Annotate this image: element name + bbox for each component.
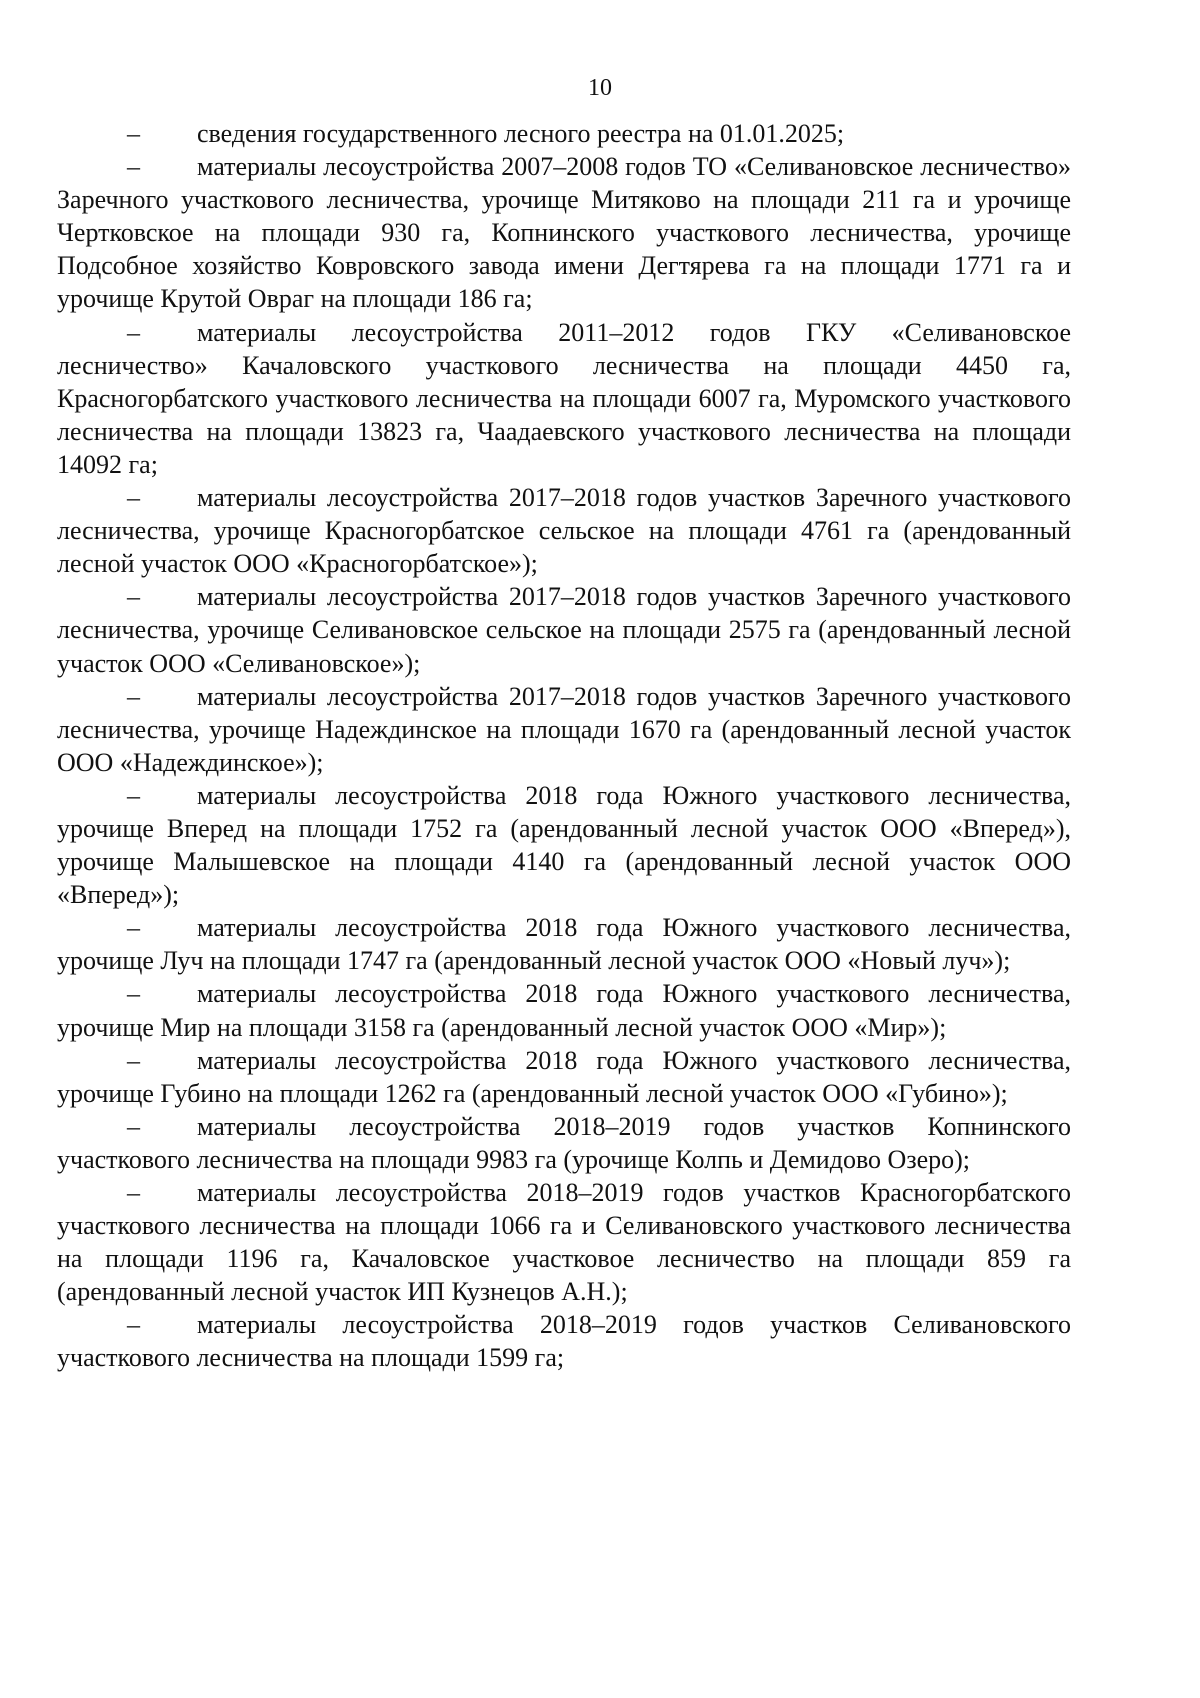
- list-dash: –: [127, 1045, 140, 1075]
- list-item-text: материалы лесоустройства 2017–2018 годов участков Заречного участкового лесничества, урочище Селивановское сельское на площади 2575 га (арендованный лесной участок ООО «Селивановское»);: [57, 582, 1071, 678]
- list-dash: –: [127, 483, 140, 513]
- list-item-text: материалы лесоустройства 2017–2018 годов участков Заречного участкового лесничества, урочище Красногорбатское сельское на площади 4761 га (арендованный лесной участок ООО «Красногорбатское»);: [57, 483, 1071, 579]
- list-item-text: материалы лесоустройства 2011–2012 годов ГКУ «Селивановское лесничество» Качаловского участкового лесничества на площади 4450 га, Красногорбатского участкового лесничества на площади 6007 га, Муромского участкового лесничества на площади 13823 га, Чаадаевского участкового лесничества на площади 14092 га;: [57, 317, 1071, 479]
- list-item-text: сведения государственного лесного реестра на 01.01.2025;: [197, 119, 845, 148]
- list-item: [57, 580, 1071, 679]
- list-item: [57, 150, 1071, 315]
- list-item-text: материалы лесоустройства 2017–2018 годов участков Заречного участкового лесничества, урочище Надеждинское на площади 1670 га (арендованный лесной участок ООО «Надеждинское»);: [57, 681, 1071, 777]
- list-dash: –: [127, 119, 140, 148]
- list-item: [57, 1308, 1071, 1374]
- list-item-text: материалы лесоустройства 2018 года Южного участкового лесничества, урочище Луч на площади 1747 га (арендованный лесной участок ООО «Новый луч»);: [57, 913, 1071, 976]
- list-dash: –: [127, 1310, 140, 1340]
- list-item-text: материалы лесоустройства 2018 года Южного участкового лесничества, урочище Вперед на площади 1752 га (арендованный лесной участок ООО «Вперед»), урочище Малышевское на площади 4140 га (арендованный лесной участок ООО «Вперед»);: [57, 780, 1071, 910]
- list-item: [57, 779, 1071, 911]
- list-item-text: материалы лесоустройства 2018–2019 годов участков Копнинского участкового лесничества на площади 9983 га (урочище Колпь и Демидово Озеро);: [57, 1111, 1071, 1174]
- list-item: [57, 481, 1071, 580]
- list-item: [57, 117, 1071, 150]
- list-dash: –: [127, 913, 140, 943]
- list-dash: –: [127, 681, 140, 711]
- list-dash: –: [127, 1111, 140, 1141]
- list-item-text: материалы лесоустройства 2018 года Южного участкового лесничества, урочище Губино на площади 1262 га (арендованный лесной участок ООО «Губино»);: [57, 1045, 1071, 1108]
- document-body: [57, 117, 1071, 1375]
- list-item-text: материалы лесоустройства 2018–2019 годов участков Селивановского участкового лесничества на площади 1599 га;: [57, 1310, 1071, 1373]
- list-item-text: материалы лесоустройства 2007–2008 годов ТО «Селивановское лесничество» Заречного участкового лесничества, урочище Митяково на площади 211 га и урочище Чертковское на площади 930 га, Копнинского участкового лесничества, урочище Подсобное хозяйство Ковровского завода имени Дегтярева га на площади 1771 га и урочище Крутой Овраг на площади 186 га;: [57, 152, 1071, 314]
- list-dash: –: [127, 317, 140, 347]
- list-dash: –: [127, 152, 140, 182]
- list-item-text: материалы лесоустройства 2018–2019 годов участков Красногорбатского участкового лесничества на площади 1066 га и Селивановского участкового лесничества на площади 1196 га, Качаловское участковое лесничество на площади 859 га (арендованный лесной участок ИП Кузнецов А.Н.);: [57, 1178, 1071, 1307]
- list-item: [57, 316, 1071, 481]
- page-number: 10: [588, 75, 612, 101]
- list-item: [57, 911, 1071, 977]
- list-dash: –: [127, 1178, 140, 1207]
- list-item: [57, 1110, 1071, 1176]
- list-item: [57, 1176, 1071, 1308]
- list-dash: –: [127, 979, 140, 1009]
- list-dash: –: [127, 582, 140, 612]
- list-item: [57, 680, 1071, 779]
- list-item-text: материалы лесоустройства 2018 года Южного участкового лесничества, урочище Мир на площади 3158 га (арендованный лесной участок ООО «Мир»);: [57, 979, 1071, 1042]
- list-dash: –: [127, 780, 140, 810]
- list-item: [57, 1044, 1071, 1110]
- list-item: [57, 977, 1071, 1043]
